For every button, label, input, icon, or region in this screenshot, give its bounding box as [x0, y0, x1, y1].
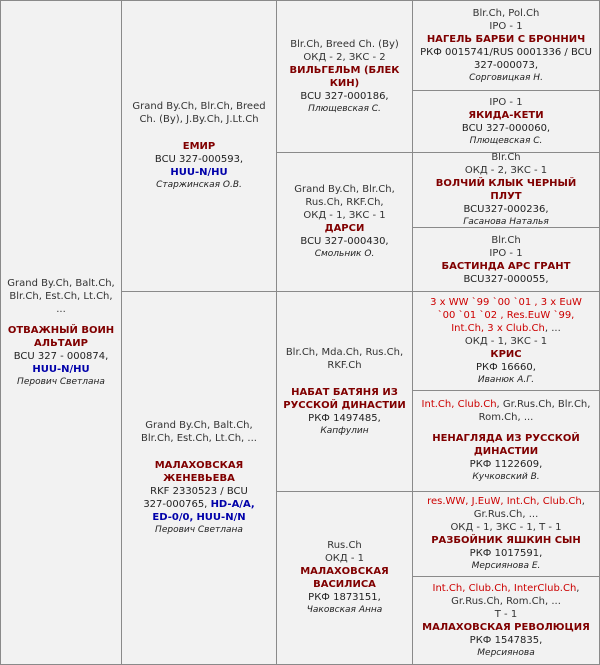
sire-cell	[121, 0, 277, 292]
dam-registration: RKF 2330523 / BCU 327-000765, HD-A/A, ED-0/0, HUU-N/N	[143, 486, 255, 523]
dam-sire-name: НАБАТ БАТЯНЯ ИЗ РУССКОЙ ДИНАСТИИ	[283, 386, 406, 411]
dam-dam-dam-cell: Int.Ch, Club.Ch, InterClub.Ch, Gr.Rus.Ch, Rom.Ch, ... Т - 1 МАЛАХОВСКАЯ РЕВОЛЮЦИЯ РКФ 1547835, Мерсиянова	[412, 576, 600, 665]
sire-dam-cell: Grand By.Ch, Blr.Ch, Rus.Ch, RKF.Ch, ОКД - 1, ЗКС - 1 ДАРСИ BCU 327-000430, Смольник О.	[276, 152, 413, 292]
dam-sire-sire-name: КРИС	[490, 348, 522, 360]
dam-sire-sire-cell: 3 x WW `99 `00 `01 , 3 x EuW `00 `01 `02 , Res.EuW `99, Int.Ch, 3 x Club.Ch, ... ОКД - 1, ЗКС - 1 КРИС РКФ 16660, Иванюк А.Г.	[412, 291, 600, 391]
sire-sire-sire-name: НАГЕЛЬ БАРБИ С БРОННИЧ	[426, 33, 586, 45]
subject-owner: Перович Светлана	[17, 376, 105, 387]
sire-titles: Grand By.Ch, Blr.Ch, Breed Ch. (By), J.By.Ch, J.Lt.Ch	[132, 101, 266, 125]
dam-dam-sire-cell: res.WW, J.EuW, Int.Ch, Club.Ch, Gr.Rus.Ch, ... ОКД - 1, ЗКС - 1, Т - 1 РАЗБОЙНИК ЯШКИН СЫН РКФ 1017591, Мерсиянова Е.	[412, 491, 600, 577]
subject-titles: Grand By.Ch, Balt.Ch, Blr.Ch, Est.Ch, Lt.Ch, ...	[7, 277, 115, 315]
sire-dam-sire-name: ВОЛЧИЙ КЛЫК ЧЕРНЫЙ ПЛУТ	[435, 178, 577, 202]
dam-dam-name: МАЛАХОВСКАЯ ВАСИЛИСА	[300, 566, 389, 590]
dam-sire-cell: Blr.Ch, Mda.Ch, Rus.Ch, RKF.Ch НАБАТ БАТЯНЯ ИЗ РУССКОЙ ДИНАСТИИ РКФ 1497485, Капфулин	[276, 291, 413, 492]
sire-registration: BCU 327-000593,	[154, 154, 244, 165]
sire-dam-dam-cell: Blr.Ch IPO - 1 БАСТИНДА АРС ГРАНТ BCU327-000055,	[412, 227, 600, 292]
dam-sire-dam-cell: Int.Ch, Club.Ch, Gr.Rus.Ch, Blr.Ch, Rom.Ch, ... НЕНАГЛЯДА ИЗ РУССКОЙ ДИНАСТИИ РКФ 1122609, Кучковский В.	[412, 390, 600, 492]
subject-dog-cell	[0, 0, 122, 665]
dam-cell	[121, 291, 277, 665]
sire-dam-name: ДАРСИ	[324, 223, 365, 234]
subject-registration: BCU 327 - 000874,	[13, 350, 109, 362]
dam-owner: Перович Светлана	[155, 525, 243, 535]
sire-dam-dam-name: БАСТИНДА АРС ГРАНТ	[441, 260, 571, 272]
sire-owner: Старжинская О.В.	[156, 180, 242, 190]
sire-sire-cell: Blr.Ch, Breed Ch. (By) ОКД - 2, ЗКС - 2 ВИЛЬГЕЛЬМ (БЛЕК КИН) BCU 327-000186, Плющевская С.	[276, 0, 413, 153]
sire-sire-dam-cell: IPO - 1 ЯКИДА-КЕТИ BCU 327-000060, Плющевская С.	[412, 90, 600, 153]
sire-sire-name: ВИЛЬГЕЛЬМ (БЛЕК КИН)	[289, 64, 400, 89]
sire-dam-sire-cell: Blr.Ch ОКД - 2, ЗКС - 1 ВОЛЧИЙ КЛЫК ЧЕРНЫЙ ПЛУТ BCU327-000236, Гасанова Наталья	[412, 152, 600, 228]
subject-health: HUU-N/HU	[32, 363, 90, 375]
sire-sire-sire-cell: Blr.Ch, Pol.Ch IPO - 1 НАГЕЛЬ БАРБИ С БРОННИЧ РКФ 0015741/RUS 0001336 / BCU 327-000073, Сорговицкая Н.	[412, 0, 600, 91]
dam-dam-dam-name: МАЛАХОВСКАЯ РЕВОЛЮЦИЯ	[422, 621, 590, 633]
sire-health: HUU-N/HU	[170, 167, 228, 178]
dam-titles: Grand By.Ch, Balt.Ch, Blr.Ch, Est.Ch, Lt.Ch, ...	[141, 420, 257, 444]
subject-name: ОТВАЖНЫЙ ВОИН АЛЬТАИР	[7, 324, 115, 349]
dam-dam-cell: Rus.Ch ОКД - 1 МАЛАХОВСКАЯ ВАСИЛИСА РКФ 1873151, Чаковская Анна	[276, 491, 413, 665]
sire-sire-dam-name: ЯКИДА-КЕТИ	[468, 109, 544, 121]
sire-name: ЕМИР	[182, 141, 216, 152]
dam-sire-dam-name: НЕНАГЛЯДА ИЗ РУССКОЙ ДИНАСТИИ	[432, 433, 580, 457]
dam-name: МАЛАХОВСКАЯ ЖЕНЕВЬЕВА	[154, 460, 244, 484]
dam-dam-sire-name: РАЗБОЙНИК ЯШКИН СЫН	[431, 535, 581, 546]
